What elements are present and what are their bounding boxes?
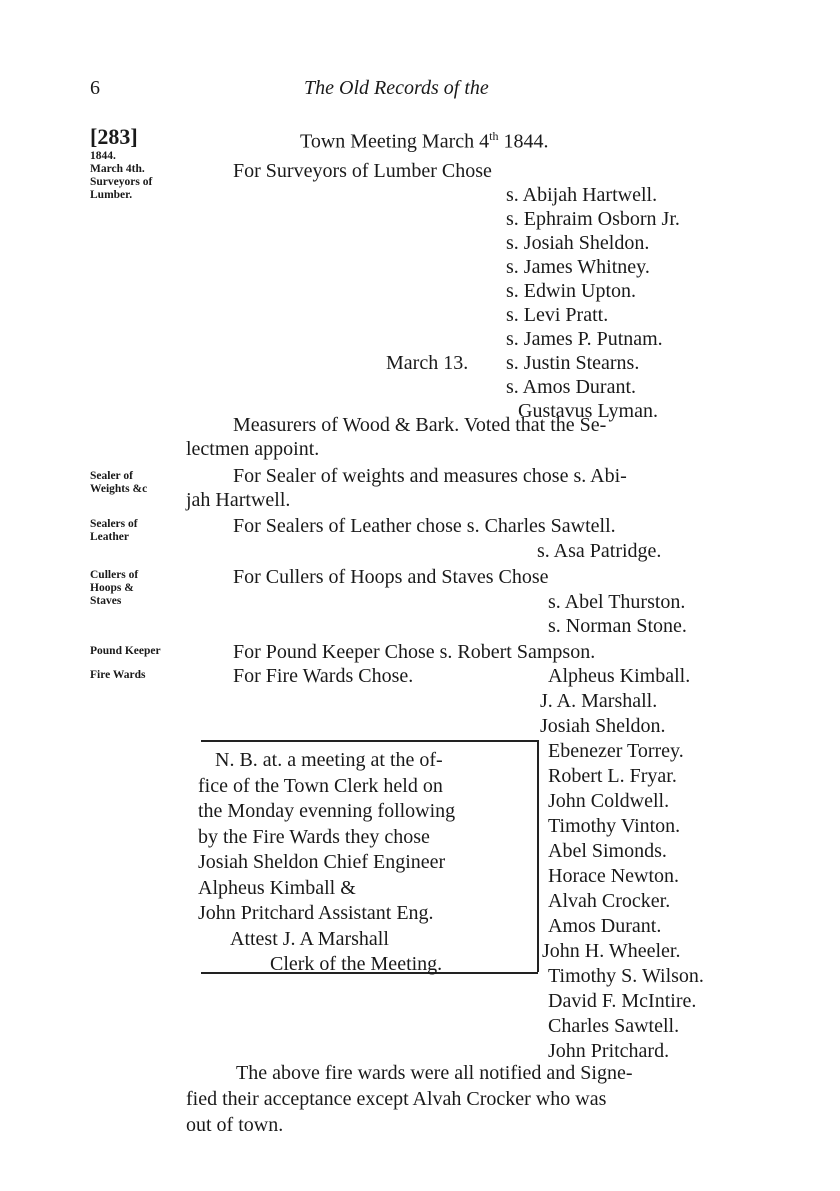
record-number: [283]	[90, 124, 138, 149]
meeting-title: Town Meeting March 4th 1844.	[300, 129, 549, 153]
list-item: Josiah Sheldon.	[540, 715, 666, 737]
list-item: s. Josiah Sheldon.	[506, 232, 650, 254]
list-item: s. James Whitney.	[506, 256, 650, 278]
list-item: s. Amos Durant.	[506, 376, 636, 398]
nb-box-text: N. B. at. a meeting at the of- fice of the Town Clerk held on the Monday evenning following by the Fire Wards they chose Josiah Sheldon Chief Engineer Alpheus Kimball & John Pritchard Assistant Eng. Attest J. A Marshall Clerk of the Meeting.	[198, 749, 456, 975]
margin-note-sealers-leather: Sealers of Leather	[90, 518, 138, 543]
list-item: Timothy Vinton.	[548, 815, 681, 837]
list-item: Charles Sawtell.	[548, 1015, 680, 1037]
list-item: s. Levi Pratt.	[506, 304, 609, 326]
measurers-line-1: Measurers of Wood & Bark. Voted that the Se-	[233, 414, 607, 436]
margin-note-fire-wards: Fire Wards	[90, 669, 146, 681]
nb-box-top-rule	[201, 740, 538, 742]
fire-wards-heading: For Fire Wards Chose.	[233, 665, 414, 687]
list-item: John Pritchard.	[548, 1040, 670, 1062]
measurers-line-2: lectmen appoint.	[186, 438, 320, 460]
cullers-name-1: s. Abel Thurston.	[548, 591, 686, 613]
pound-keeper-line: For Pound Keeper Chose s. Robert Sampson.	[233, 641, 596, 663]
list-item: s. Ephraim Osborn Jr.	[506, 208, 680, 230]
surveyors-heading: For Surveyors of Lumber Chose	[233, 160, 492, 182]
page-number: 6	[90, 77, 100, 99]
list-item: David F. McIntire.	[548, 990, 697, 1012]
list-item: s. Abijah Hartwell.	[506, 184, 658, 206]
fire-wards-list	[540, 664, 704, 1064]
list-item: Alpheus Kimball.	[548, 665, 691, 687]
list-item: J. A. Marshall.	[540, 690, 658, 712]
march-13-label: March 13.	[386, 352, 469, 374]
list-item: Horace Newton.	[548, 865, 680, 887]
margin-note-sealer-weights: Sealer of Weights &c	[90, 470, 148, 495]
margin-note-pound-keeper: Pound Keeper	[90, 645, 161, 657]
list-item: John Coldwell.	[548, 790, 670, 812]
nb-box-right-rule	[537, 740, 539, 972]
list-item: s. Justin Stearns.	[506, 352, 640, 374]
list-item: Amos Durant.	[548, 915, 662, 937]
list-item: Gustavus Lyman.	[518, 400, 658, 422]
sealer-weights-line-1: For Sealer of weights and measures chose s. Abi-	[233, 465, 627, 487]
list-item: Ebenezer Torrey.	[548, 740, 684, 762]
margin-note-date: 1844. March 4th. Surveyors of Lumber.	[90, 150, 153, 201]
sealers-leather-line-1: For Sealers of Leather chose s. Charles Sawtell.	[233, 515, 616, 537]
margin-note-cullers: Cullers of Hoops & Staves	[90, 569, 139, 607]
list-item: Timothy S. Wilson.	[548, 965, 704, 987]
running-title: The Old Records of the	[304, 77, 489, 99]
closing-paragraph: The above fire wards were all notified and Signe- fied their acceptance except Alvah Crocker who was out of town.	[186, 1062, 633, 1136]
list-item: Alvah Crocker.	[548, 890, 671, 912]
list-item: Robert L. Fryar.	[548, 765, 677, 787]
list-item: s. Edwin Upton.	[506, 280, 636, 302]
list-item: Abel Simonds.	[548, 840, 667, 862]
list-item: John H. Wheeler.	[542, 940, 681, 962]
list-item: s. James P. Putnam.	[506, 328, 663, 350]
cullers-name-2: s. Norman Stone.	[548, 615, 687, 637]
surveyors-list	[506, 183, 680, 423]
cullers-line-1: For Cullers of Hoops and Staves Chose	[233, 566, 549, 588]
sealers-leather-line-2: s. Asa Patridge.	[537, 540, 662, 562]
sealer-weights-line-2: jah Hartwell.	[186, 489, 291, 511]
